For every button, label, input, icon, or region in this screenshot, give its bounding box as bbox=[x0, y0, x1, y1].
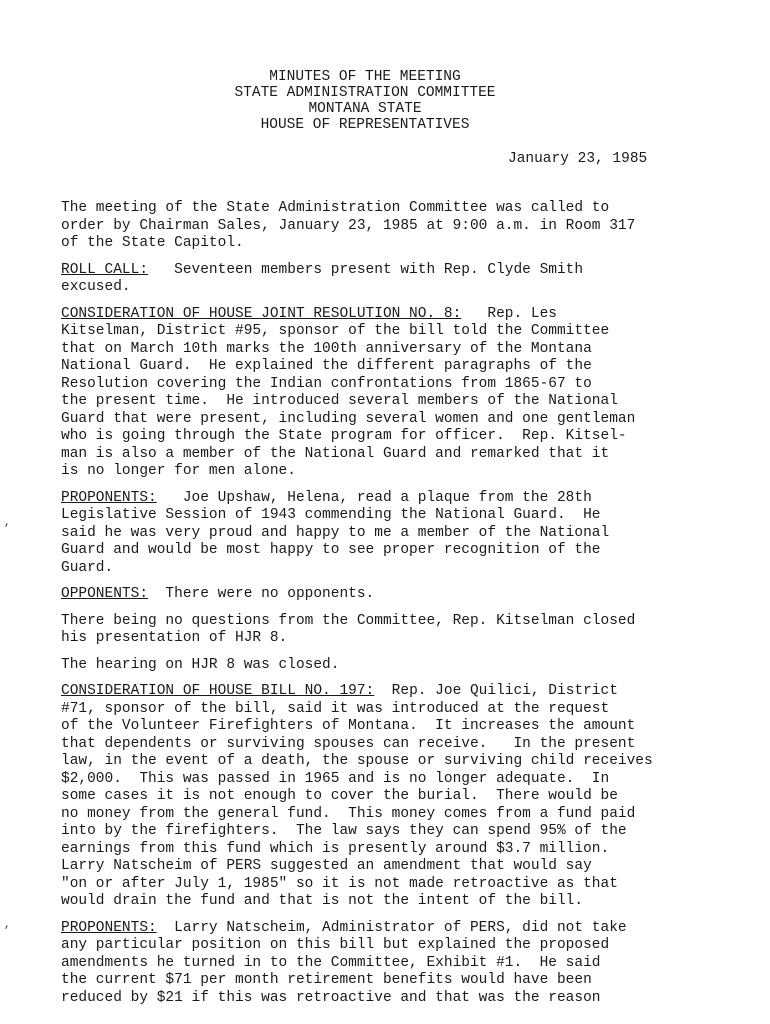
text-line: would drain the fund and that is not the intent of the bill. bbox=[61, 893, 584, 909]
section-heading-text: There were no opponents. bbox=[148, 586, 375, 602]
meeting-date: January 23, 1985 bbox=[508, 151, 648, 167]
document-body bbox=[61, 200, 751, 1016]
text-line: Resolution covering the Indian confrontations from 1865-67 to bbox=[61, 375, 592, 392]
text-line: the present time. He introduced several members of the National bbox=[61, 393, 618, 409]
text-line: man is also a member of the National Guard and remarked that it bbox=[61, 445, 610, 462]
text-line: any particular position on this bill but explained the proposed bbox=[61, 937, 610, 953]
text-line: his presentation of HJR 8. bbox=[61, 630, 288, 646]
text-line: "on or after July 1, 1985" so it is not made retroactive as that bbox=[61, 875, 618, 892]
text-line: Guard and would be most happy to see proper recognition of the bbox=[61, 542, 601, 558]
text-line: There being no questions from the Committee, Rep. Kitselman closed bbox=[61, 612, 636, 629]
text-line: of the State Capitol. bbox=[61, 235, 244, 251]
text-line: the current $71 per month retirement benefits would have been bbox=[61, 972, 592, 988]
text-line: law, in the event of a death, the spouse or surviving child receives bbox=[61, 753, 653, 769]
paragraph bbox=[61, 586, 751, 604]
section-heading: CONSIDERATION OF HOUSE JOINT RESOLUTION NO. 8: bbox=[61, 305, 462, 322]
paragraph bbox=[61, 657, 751, 675]
section-heading-text: Larry Natscheim, Administrator of PERS, did not take bbox=[156, 919, 627, 936]
text-line: The meeting of the State Administration Committee was called to bbox=[61, 200, 610, 216]
section-heading: ROLL CALL: bbox=[61, 261, 149, 278]
text-line: Guard. bbox=[61, 559, 114, 576]
text-line: into by the firefighters. The law says they can spend 95% of the bbox=[61, 823, 627, 839]
text-line: who is going through the State program for officer. Rep. Kitsel- bbox=[61, 428, 627, 444]
paragraph-first-line bbox=[61, 683, 751, 701]
header-line: STATE ADMINISTRATION COMMITTEE bbox=[234, 85, 496, 101]
text-line: The hearing on HJR 8 was closed. bbox=[61, 656, 340, 673]
text-line: said he was very proud and happy to me a member of the National bbox=[61, 524, 610, 541]
section-heading: PROPONENTS: bbox=[61, 489, 157, 506]
margin-mark: , bbox=[4, 919, 11, 931]
paragraph-first-line bbox=[61, 306, 751, 324]
text-line: reduced by $21 if this was retroactive and that was the reason bbox=[61, 989, 601, 1006]
header-line: MONTANA STATE bbox=[308, 101, 422, 117]
text-line: excused. bbox=[61, 279, 131, 295]
text-line: $2,000. This was passed in 1965 and is no longer adequate. In bbox=[61, 770, 610, 787]
paragraph bbox=[61, 306, 751, 481]
paragraph-first-line bbox=[61, 586, 751, 604]
margin-mark: , bbox=[4, 517, 11, 529]
text-line: Kitselman, District #95, sponsor of the bill told the Committee bbox=[61, 323, 610, 339]
section-heading-text: Joe Upshaw, Helena, read a plaque from the 28th bbox=[156, 489, 592, 506]
text-line: is no longer for men alone. bbox=[61, 463, 296, 479]
header-line: MINUTES OF THE MEETING bbox=[269, 69, 461, 85]
paragraph-first-line bbox=[61, 262, 751, 280]
text-line: Larry Natscheim of PERS suggested an amendment that would say bbox=[61, 858, 592, 874]
text-line: National Guard. He explained the different paragraphs of the bbox=[61, 358, 592, 374]
text-line: some cases it is not enough to cover the burial. There would be bbox=[61, 788, 618, 804]
paragraph bbox=[61, 613, 751, 648]
paragraph bbox=[61, 262, 751, 297]
paragraph-first-line bbox=[61, 920, 751, 938]
section-heading: OPPONENTS: bbox=[61, 586, 149, 602]
text-line: #71, sponsor of the bill, said it was introduced at the request bbox=[61, 700, 610, 717]
paragraph-first-line bbox=[61, 490, 751, 508]
section-heading-text: Seventeen members present with Rep. Clyde Smith bbox=[148, 261, 584, 278]
section-heading-text: Rep. Les bbox=[461, 305, 557, 322]
document-header bbox=[0, 69, 730, 133]
text-line: earnings from this fund which is presently around $3.7 million. bbox=[61, 840, 610, 857]
paragraph bbox=[61, 490, 751, 578]
text-line: of the Volunteer Firefighters of Montana. It increases the amount bbox=[61, 718, 636, 734]
text-line: Guard that were present, including several women and one gentleman bbox=[61, 410, 636, 427]
paragraph bbox=[61, 920, 751, 1008]
header-line: HOUSE OF REPRESENTATIVES bbox=[260, 117, 470, 133]
section-heading: PROPONENTS: bbox=[61, 919, 157, 936]
text-line: that on March 10th marks the 100th anniversary of the Montana bbox=[61, 340, 592, 357]
paragraph bbox=[61, 683, 751, 911]
text-line: amendments he turned in to the Committee, Exhibit #1. He said bbox=[61, 954, 601, 971]
text-line: Legislative Session of 1943 commending the National Guard. He bbox=[61, 507, 601, 523]
section-heading-text: Rep. Joe Quilici, District bbox=[374, 683, 618, 699]
text-line: that dependents or surviving spouses can receive. In the present bbox=[61, 735, 636, 752]
text-line: no money from the general fund. This money comes from a fund paid bbox=[61, 805, 636, 822]
paragraph bbox=[61, 200, 751, 253]
section-heading: CONSIDERATION OF HOUSE BILL NO. 197: bbox=[61, 683, 375, 699]
text-line: order by Chairman Sales, January 23, 1985 at 9:00 a.m. in Room 317 bbox=[61, 217, 636, 234]
